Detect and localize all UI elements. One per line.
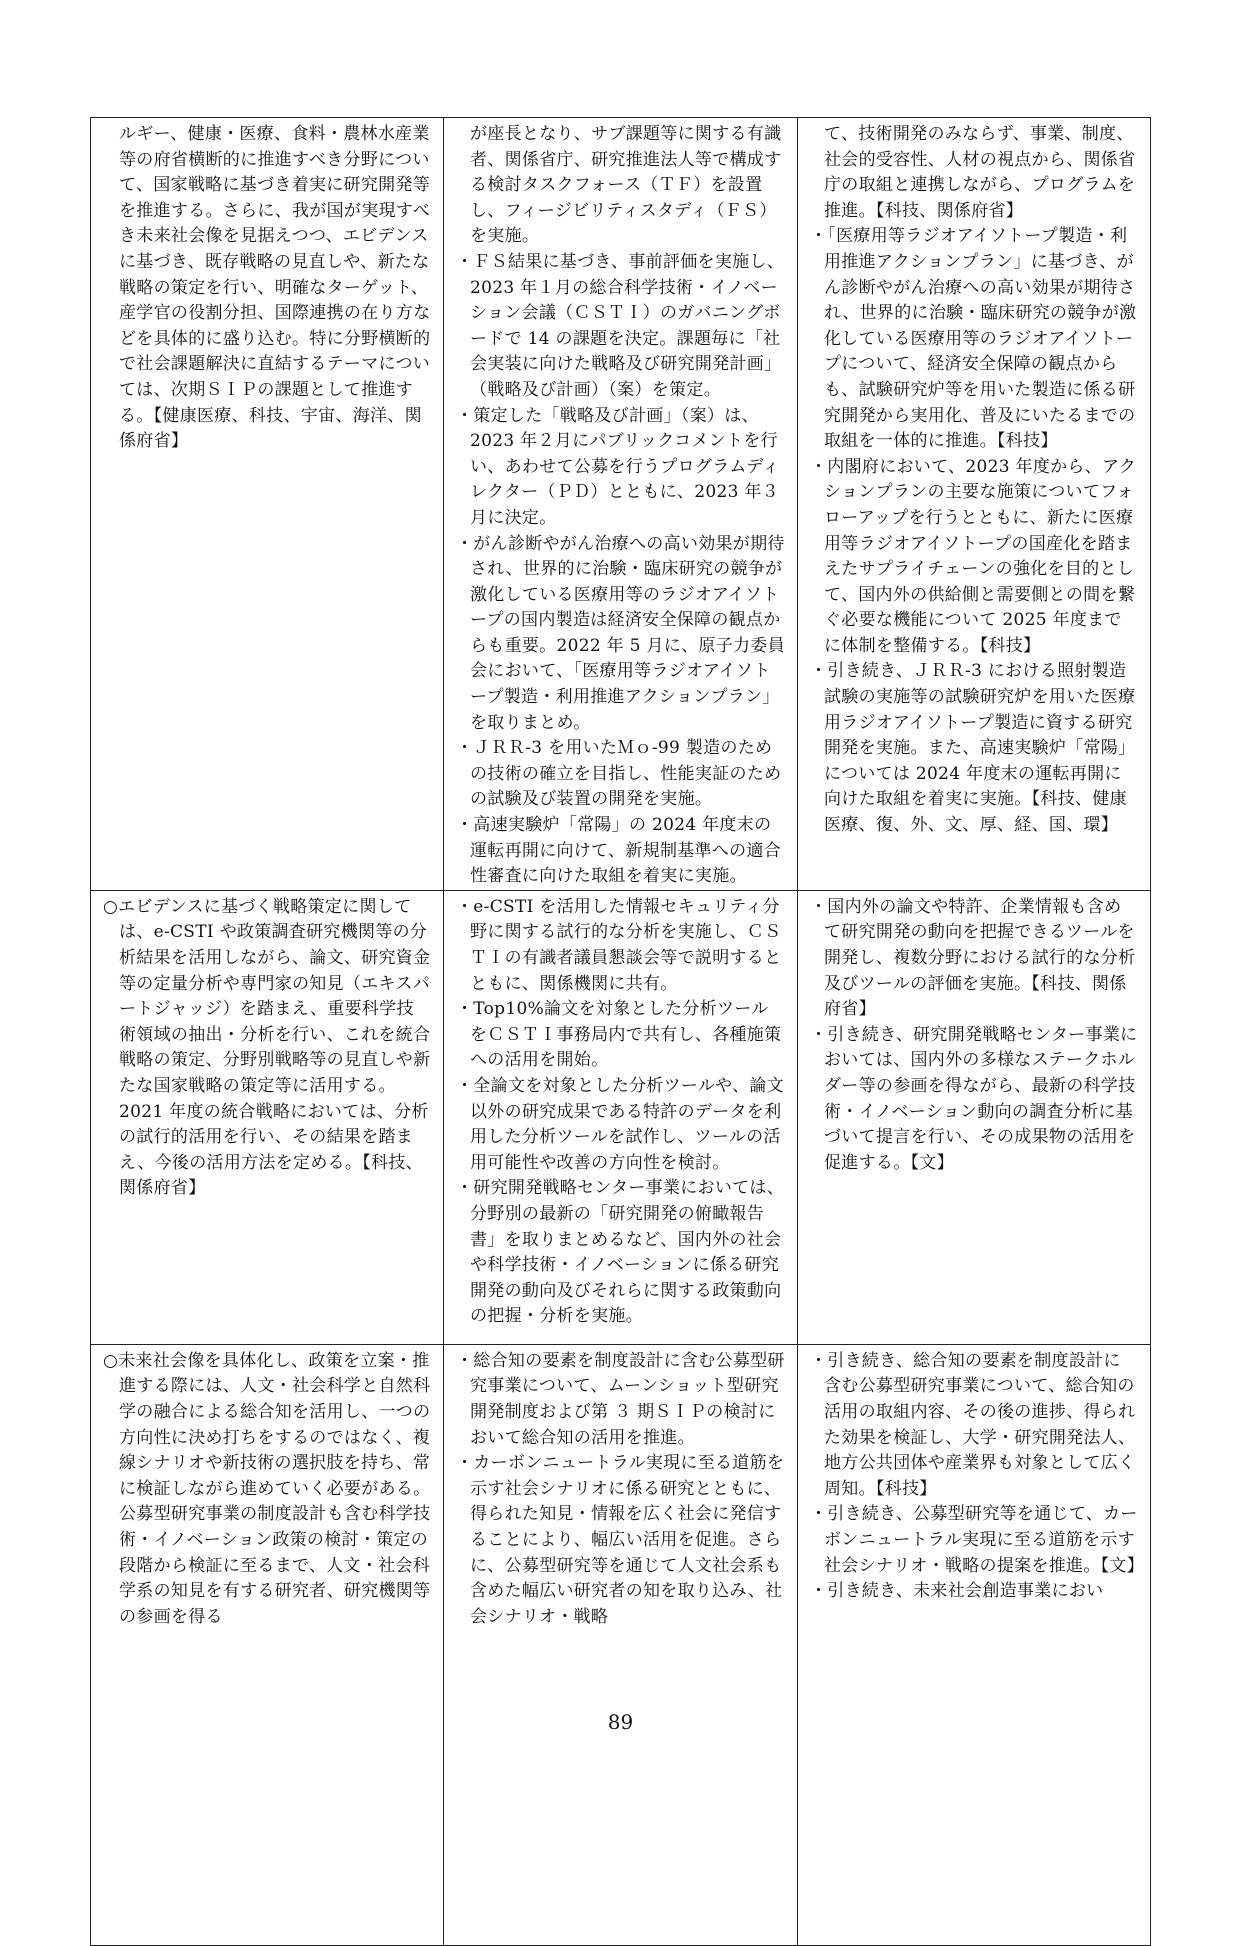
bullet-item: ・e-CSTI を活用した情報セキュリティ分野に関する試行的な分析を実施し、ＣＳＴＩの有識者議員懇談会等で説明するとともに、関係機関に共有。 [456,896,782,994]
bullet-item: ・引き続き、ＪＲＲ-3 における照射製造試験の実施等の試験研究炉を用いた医療用ラジオアイソトープ製造に資する研究開発を実施。また、高速実験炉「常陽」については 2024 年度末の運転再開に向けた取組を着実に実施。【科技、健康医療、復、外、文、厚、経、国、環】 [810,661,1136,836]
table-cell-future [798,890,1151,1344]
bullet-item: ・国内外の論文や特許、企業情報も含めて研究開発の動向を把握できるツールを開発し、複数分野における試行的な分析及びツールの評価を実施。【科技、関係府省】 [810,896,1136,1020]
bullet-item: ・高速実験炉「常陽」の 2024 年度末の運転再開に向けて、新規制基準への適合性審査に向けた取組を着実に実施。 [456,815,782,887]
table-cell-policy [91,118,444,891]
table-cell-progress [444,118,798,891]
page-number: 89 [607,1710,634,1734]
bullet-item: ・カーボンニュートラル実現に至る道筋を示す社会シナリオに係る研究とともに、得られた知見・情報を広く社会に発信することにより、幅広い活用を促進。さらに、公募型研究等を通じて人文社会系も含めた幅広い研究者の知を取り込み、社会シナリオ・戦略 [456,1453,785,1627]
bullet-item: ・引き続き、総合知の要素を制度設計に含む公募型研究事業について、総合知の活用の取組内容、その後の進捗、得られた効果を検証し、大学・研究開発法人、地方公共団体や産業界も対象として広く周知。【科技】 [810,1350,1136,1499]
bullet-item: ・ＪＲＲ-3 を用いたＭｏ-99 製造のための技術の確立を目指し、性能実証のための試験及び装置の開発を実施。 [456,738,782,810]
bullet-item: ・総合知の要素を制度設計に含む公募型研究事業について、ムーンショット型研究開発制度および第 ３ 期ＳＩＰの検討において総合知の活用を推進。 [456,1350,785,1448]
bullet-item: ・がん診断やがん治療への高い効果が期待され、世界的に治験・臨床研究の競争が激化している医療用等のラジオアイソトープの国内製造は経済安全保障の観点からも重要。2022 年 5 月に、原子力委員会において、「医療用等ラジオアイソトープ製造・利用推進アクションプラン」を取りまとめ。 [456,533,785,733]
cell-text: て、技術開発のみならず、事業、制度、社会的受容性、人材の視点から、関係省庁の取組と連携しながら、プログラムを推進。【科技、関係府省】 [824,124,1136,221]
table-cell-future [798,118,1151,891]
table-row [91,890,1151,1344]
table-cell-future [798,1344,1151,1945]
table-cell-policy [91,1344,444,1945]
bullet-item: ・Top10%論文を対象とした分析ツールをＣＳＴＩ事務局内で共有し、各種施策への活用を開始。 [456,999,782,1071]
table-cell-policy [91,890,444,1344]
table-cell-progress [444,890,798,1344]
table-row [91,118,1151,891]
bullet-item: ・研究開発戦略センター事業においては、分野別の最新の「研究開発の俯瞰報告書」を取りまとめるなど、国内外の社会や科学技術・イノベーションに係る研究開発の動向及びそれらに関する政策動向の把握・分析を実施。 [456,1178,785,1327]
cell-text: ルギー、健康・医療、食料・農林水産業等の府省横断的に推進すべき分野について、国家戦略に基づき着実に研究開発等を推進する。さらに、我が国が実現すべき未来社会像を見据えつつ、エビデンスに基づき、既存戦略の見直しや、新たな戦略の策定を行い、明確なターゲット、産学官の役割分担、国際連携の在り方などを具体的に盛り込む。特に分野横断的で社会課題解決に直結するテーマについては、次期ＳＩＰの課題として推進する。【健康医療、科技、宇宙、海洋、関係府省】 [119,124,431,452]
bullet-item: ・引き続き、研究開発戦略センター事業においては、国内外の多様なステークホルダー等の参画を得ながら、最新の科学技術・イノベーション動向の調査分析に基づいて提言を行い、その成果物の活用を促進する。【文】 [810,1024,1138,1173]
bullet-item: ・策定した「戦略及び計画」（案）は、2023 年２月にパブリックコメントを行い、あわせて公募を行うプログラムディレクター（ＰＤ）とともに、2023 年３月に決定。 [456,405,780,528]
bullet-item: ・ＦＳ結果に基づき、事前評価を実施し、2023 年１月の総合科学技術・イノベーション会議（ＣＳＴＩ）のガバニングボードで 14 の課題を決定。課題毎に「社会実装に向けた戦略及び研究開発計画」（戦略及び計画）（案）を策定。 [456,251,785,400]
bullet-item: ・引き続き、未来社会創造事業におい [810,1581,1104,1602]
table-cell-progress [444,1344,798,1945]
bullet-item: ・引き続き、公募型研究等を通じて、カーボンニュートラル実現に至る道筋を示す社会シナリオ・戦略の提案を推進。【文】 [810,1504,1145,1576]
bullet-item: ・内閣府において、2023 年度から、アクションプランの主要な施策についてフォローアップを行うとともに、新たに医療用等ラジオアイソトープの国産化を踏まえたサプライチェーンの強化を目的として、国内外の供給側と需要側との間を繋ぐ必要な機能について 2025 年度までに体制を整備する。【科技】 [810,456,1137,656]
table-row [91,1344,1151,1945]
circle-item: ○未来社会像を具体化し、政策を立案・推進する際には、人文・社会科学と自然科学の融合による総合知を活用し、一つの方向性に決め打ちをするのではなく、複線シナリオや新技術の選択肢を持ち、常に検証しながら進めていく必要がある。公募型研究事業の制度設計も含む科学技術・イノベーション政策の検討・策定の段階から検証に至るまで、人文・社会科学系の知見を有する研究者、研究機関等の参画を得る [103,1350,431,1627]
cell-text: が座長となり、サブ課題等に関する有識者、関係省庁、研究推進法人等で構成する検討タスクフォース（ＴＦ）を設置し、フィージビリティスタディ（ＦＳ）を実施。 [470,124,782,247]
policy-table [90,117,1151,1946]
bullet-item: ・全論文を対象とした分析ツールや、論文以外の研究成果である特許のデータを利用した分析ツールを試作し、ツールの活用可能性や改善の方向性を検討。 [456,1075,785,1173]
circle-item: ○エビデンスに基づく戦略策定に関しては、e-CSTI や政策調査研究機関等の分析結果を活用しながら、論文、研究資金等の定量分析や専門家の知見（エキスパートジャッジ）を踏まえ、重要科学技術領域の抽出・分析を行い、これを統合戦略の策定、分野別戦略等の見直しや新たな国家戦略の策定等に活用する。2021 年度の統合戦略においては、分析の試行的活用を行い、その結果を踏まえ、今後の活用方法を定める。【科技、関係府省】 [103,896,431,1199]
bullet-item: ・「医療用等ラジオアイソトープ製造・利用推進アクションプラン」に基づき、がん診断やがん治療への高い効果が期待され、世界的に治験・臨床研究の競争が激化している医療用等のラジオアイソトープについて、経済安全保障の観点からも、試験研究炉等を用いた製造に係る研究開発から実用化、普及にいたるまでの取組を一体的に推進。【科技】 [810,226,1137,452]
